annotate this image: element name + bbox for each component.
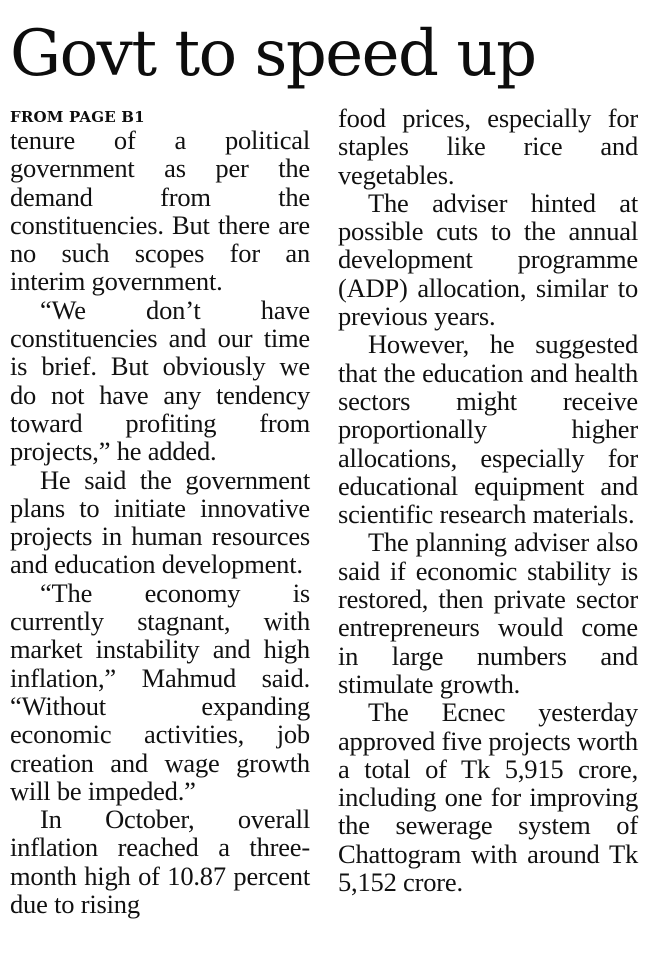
paragraph-quote-economy: “The economy is currently stagnant, with market instability and high inflation,” Mahmud said. “Without expanding economic activities, job creation and wage growth will be impeded.” [10, 577, 310, 806]
paragraph-adp-cuts: The adviser hinted at possible cuts to the annual development programme (ADP) allocation, similar to previous years. [338, 187, 638, 332]
paragraph-innovative-projects: He said the government plans to initiate innovative projects in human resources and education development. [10, 464, 310, 580]
paragraph-continued-tenure: tenure of a political government as per the demand from the constituencies. But there are no such scopes for an interim government. [10, 125, 310, 297]
paragraph-private-sector: The planning adviser also said if economic stability is restored, then private sector entrepreneurs would come in large numbers and stimulate growth. [338, 527, 638, 699]
article-column-left [10, 110, 310, 918]
paragraph-inflation: In October, overall inflation reached a three-month high of 10.87 percent due to rising [10, 804, 310, 920]
paragraph-education-health: However, he suggested that the education and health sectors might receive proportionally higher allocations, especially for educational equipment and scientific research materials. [338, 329, 638, 530]
paragraph-ecnec-approval: The Ecnec yesterday approved five projects worth a total of Tk 5,915 crore, including one for improving the sewerage system of Chattogram with around Tk 5,152 crore. [338, 697, 638, 898]
continuation-label: FROM PAGE B1 [10, 108, 145, 126]
article-column-right [338, 104, 638, 896]
headline: Govt to speed up [10, 17, 536, 91]
paragraph-quote-constituencies: “We don’t have constituencies and our time is brief. But obviously we do not have any tendency toward profiting from projects,” he added. [10, 294, 310, 467]
paragraph-food-prices: food prices, especially for staples like rice and vegetables. [338, 103, 638, 190]
